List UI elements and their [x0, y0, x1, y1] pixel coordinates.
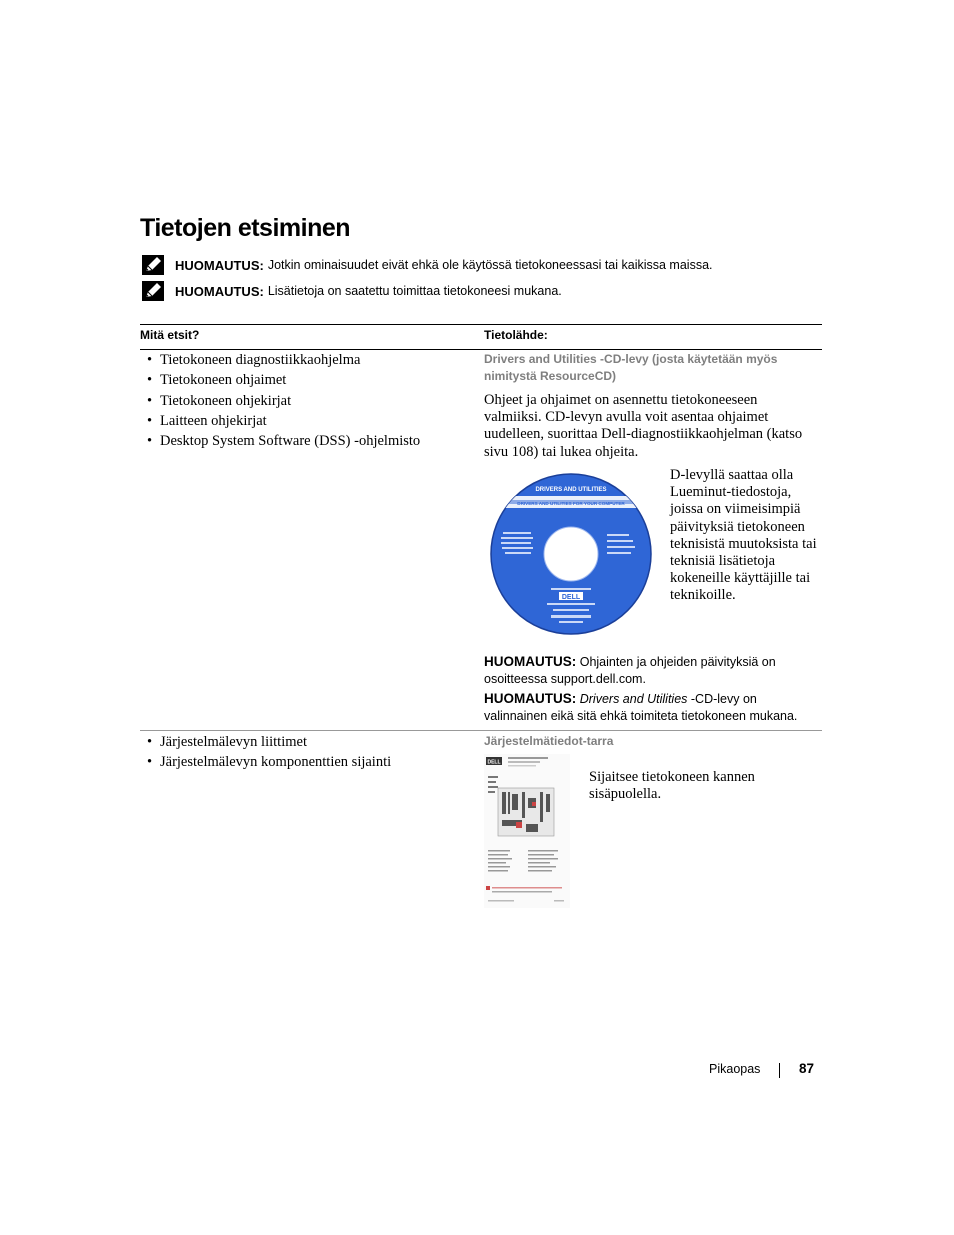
label-dell-logo: DELL	[487, 759, 501, 766]
list-item: • Tietokoneen diagnostiikkaohjelma	[140, 350, 470, 370]
note-text: -CD-levy on valinnainen eikä sitä ehkä toimiteta tietokoneen mukana.	[484, 692, 798, 723]
table-header-source: Tietolähde:	[484, 328, 548, 342]
note-label: HUOMAUTUS:	[484, 691, 577, 706]
note-text: Lisätietoja on saatettu toimittaa tietokoneesi mukana.	[267, 284, 562, 298]
page-number: 87	[799, 1061, 815, 1076]
cd-label-title: DRIVERS AND UTILITIES	[535, 487, 607, 493]
pencil-note-icon	[142, 255, 164, 275]
list-item: • Desktop System Software (DSS) -ohjelmisto	[140, 431, 470, 451]
footer-section: Pikaopas	[709, 1062, 761, 1076]
cd-note-2	[484, 690, 818, 725]
list-item: • Järjestelmälevyn liittimet	[140, 732, 470, 752]
note-text: Ohjainten ja ohjeiden päivityksiä on osoitteessa	[484, 655, 776, 686]
footer-separator	[779, 1063, 780, 1078]
table-header-what: Mitä etsit?	[140, 328, 200, 342]
note-label: HUOMAUTUS:	[175, 257, 264, 273]
table-top-rule	[140, 324, 822, 325]
cd-side-text: D-levyllä saattaa olla Lueminut-tiedostoja, joissa on viimeisimpiä päivityksiä tietokoneen teknisistä muutoksista tai teknisiä lisätietoja kokeneille käyttäjille tai teknikoille.	[670, 467, 817, 604]
page-title: Tietojen etsiminen	[140, 214, 351, 242]
row1-list	[140, 350, 470, 451]
cd-image	[489, 472, 653, 636]
label-source-title: Järjestelmätiedot-tarra	[484, 734, 614, 748]
list-item: • Laitteen ohjekirjat	[140, 411, 470, 431]
note-label: HUOMAUTUS:	[484, 654, 577, 669]
note-text: Jotkin ominaisuudet eivät ehkä ole käytössä tietokoneessasi tai kaikissa maissa.	[267, 258, 713, 272]
note-label: HUOMAUTUS:	[175, 283, 264, 299]
list-item: • Järjestelmälevyn komponenttien sijainti	[140, 752, 470, 772]
support-link[interactable]: support.dell.com	[550, 672, 643, 686]
system-label-image	[484, 754, 570, 908]
cd-label-banner: DRIVERS AND UTILITIES FOR YOUR COMPUTER	[517, 501, 625, 506]
row2-list	[140, 732, 470, 773]
row-divider	[140, 730, 822, 731]
note-text-end: .	[642, 672, 646, 686]
note-2	[142, 281, 562, 301]
list-item: • Tietokoneen ohjaimet	[140, 370, 470, 390]
cd-dell-logo: DELL	[561, 594, 581, 601]
note-1	[142, 255, 713, 275]
cd-note-1	[484, 653, 818, 688]
pencil-note-icon	[142, 281, 164, 301]
label-side-text: Sijaitsee tietokoneen kannen sisäpuolella.	[589, 769, 755, 803]
note-italic: Drivers and Utilities	[579, 692, 688, 706]
cd-source-title: Drivers and Utilities -CD-levy (josta käytetään myös nimitystä ResourceCD)	[484, 352, 778, 383]
cd-description: Ohjeet ja ohjaimet on asennettu tietokoneeseen valmiiksi. CD-levyn avulla voit asentaa ohjaimet uudelleen, suorittaa Dell-diagnostiikkaohjelman (katso sivu 108) tai lukea ohjeita.	[484, 392, 803, 460]
list-item: • Tietokoneen ohjekirjat	[140, 391, 470, 411]
